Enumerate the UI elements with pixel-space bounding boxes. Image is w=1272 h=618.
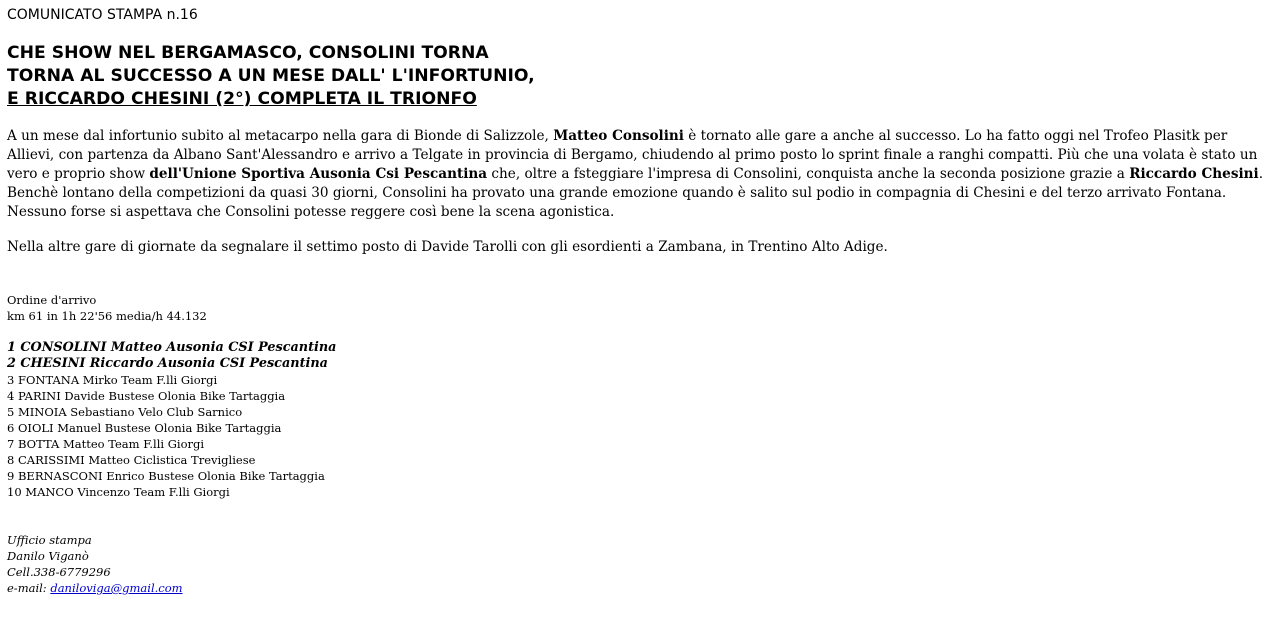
press-office-contact bbox=[7, 532, 1265, 596]
text-segment: . Benchè lontano della competizioni da quasi 30 giorni, Consolini ha provato una grande emozione quando è salito sul podio in compagnia di Chesini e del terzo arrivato Fontana. Nessuno forse si aspettava che Consolini potesse reggere così bene la scena agonistica. bbox=[7, 166, 1264, 220]
office-email-line bbox=[7, 580, 1265, 596]
results-block bbox=[7, 292, 1265, 500]
press-release-number: COMUNICATO STAMPA n.16 bbox=[7, 7, 198, 23]
text-segment: è tornato alle gare a anche al successo. Lo ha fatto oggi nel Trofeo Plasitk per Allievi, con partenza da Albano Sant'Alessandro e arrivo a Telgate in provincia di Bergamo, chiudendo al primo posto lo sprint finale a ranghi compatti. Più che una volata è stato un vero e proprio show bbox=[7, 128, 1258, 182]
result-row: 8 CARISSIMI Matteo Ciclistica Trevigliese bbox=[7, 453, 256, 467]
team-name-bold: dell'Unione Sportiva Ausonia Csi Pescantina bbox=[149, 166, 488, 182]
result-row: 7 BOTTA Matteo Team F.lli Giorgi bbox=[7, 437, 205, 451]
office-name: Danilo Viganò bbox=[7, 549, 89, 563]
result-row: 4 PARINI Davide Bustese Olonia Bike Tartaggia bbox=[7, 389, 286, 403]
results-stats: km 61 in 1h 22'56 media/h 44.132 bbox=[7, 309, 207, 323]
result-row: 6 OIOLI Manuel Bustese Olonia Bike Tartaggia bbox=[7, 421, 282, 435]
athlete-name-bold: Matteo Consolini bbox=[553, 128, 684, 144]
result-row: 2 CHESINI Riccardo Ausonia CSI Pescantina bbox=[7, 356, 328, 371]
results-title: Ordine d'arrivo bbox=[7, 293, 97, 307]
result-row: 9 BERNASCONI Enrico Bustese Olonia Bike Tartaggia bbox=[7, 469, 325, 483]
email-label: e-mail: bbox=[7, 581, 51, 595]
result-row: 10 MANCO Vincenzo Team F.lli Giorgi bbox=[7, 485, 230, 499]
text-segment: che, oltre a fsteggiare l'impresa di Consolini, conquista anche la seconda posizione grazie a bbox=[487, 166, 1130, 182]
headline-line-1: CHE SHOW NEL BERGAMASCO, CONSOLINI TORNA bbox=[7, 43, 489, 63]
result-row: 1 CONSOLINI Matteo Ausonia CSI Pescantina bbox=[7, 340, 337, 355]
article-paragraph-2: Nella altre gare di giornate da segnalare il settimo posto di Davide Tarolli con gli esordienti a Zambana, in Trentino Alto Adige. bbox=[7, 239, 888, 255]
athlete-name-bold: Riccardo Chesini bbox=[1129, 166, 1259, 182]
headline-line-2: TORNA AL SUCCESSO A UN MESE DALL' L'INFORTUNIO, bbox=[7, 66, 535, 86]
headline bbox=[7, 42, 1265, 111]
headline-line-3: E RICCARDO CHESINI (2°) COMPLETA IL TRIONFO bbox=[7, 89, 477, 109]
article-paragraph-1 bbox=[7, 127, 1265, 222]
text-segment: A un mese dal infortunio subito al metacarpo nella gara di Bionde di Salizzole, bbox=[7, 128, 554, 144]
office-title: Ufficio stampa bbox=[7, 533, 92, 547]
email-link[interactable]: daniloviga@gmail.com bbox=[50, 581, 183, 595]
office-phone: Cell.338-6779296 bbox=[7, 565, 111, 579]
result-row: 5 MINOIA Sebastiano Velo Club Sarnico bbox=[7, 405, 243, 419]
article-body bbox=[7, 127, 1265, 257]
result-row: 3 FONTANA Mirko Team F.lli Giorgi bbox=[7, 373, 218, 387]
